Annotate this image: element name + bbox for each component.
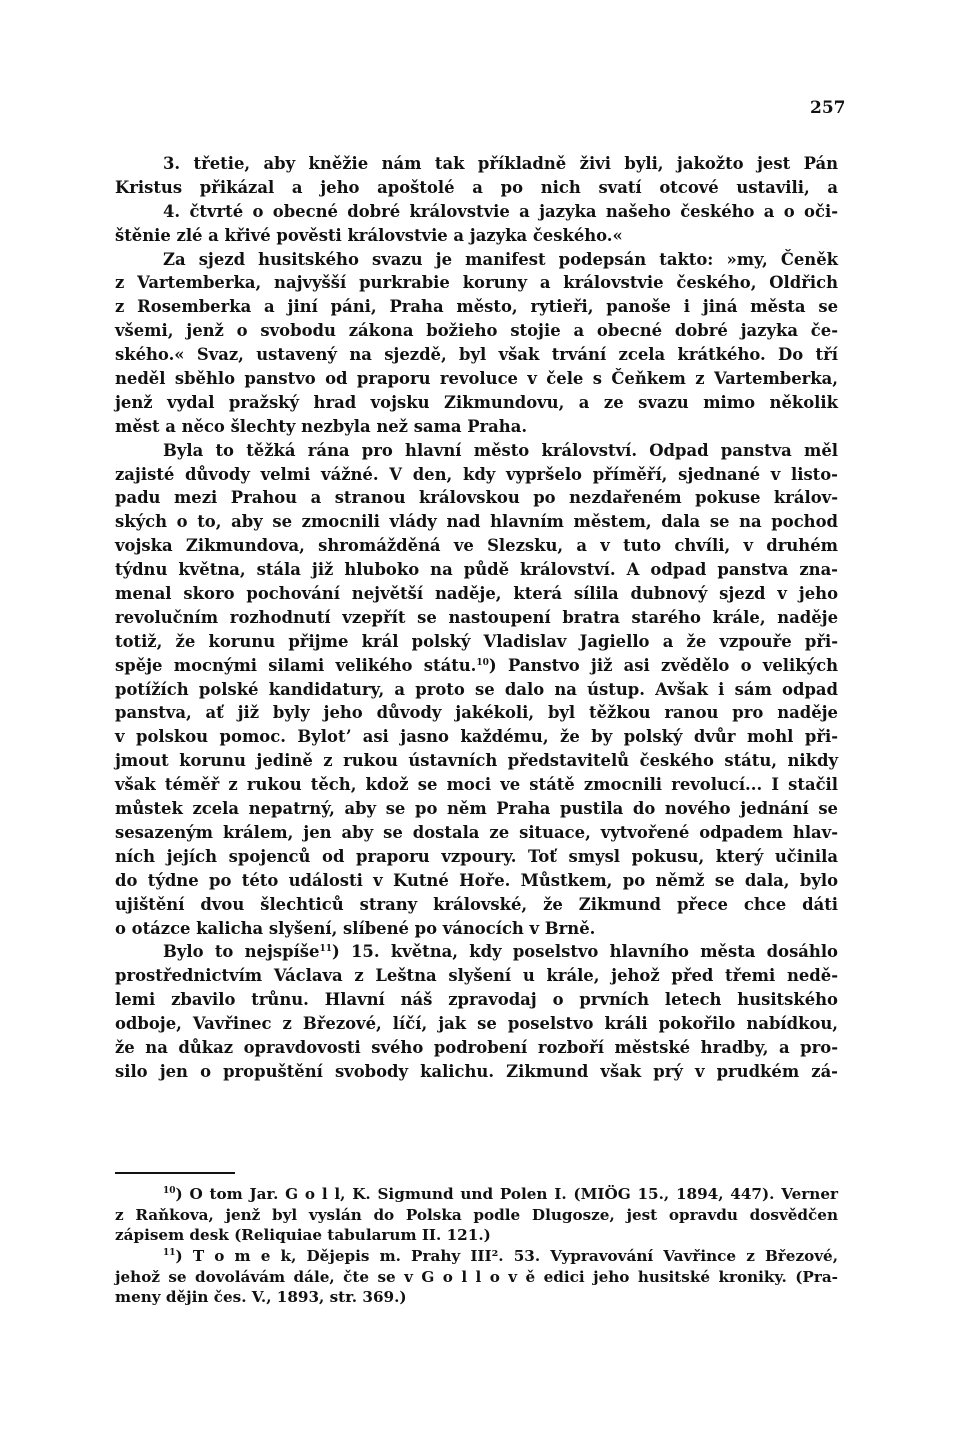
text-line xyxy=(115,1012,838,1036)
line-text-continued: ) 15. května, kdy poselstvo hlavního města dosáhlo xyxy=(331,942,838,962)
line-text: sesazeným králem, jen aby se dostala ze situace, vytvořené odpadem hlav- xyxy=(115,822,838,842)
body-text xyxy=(115,152,838,1084)
text-line xyxy=(115,176,838,200)
line-text: ských o to, aby se zmocnili vlády nad hlavním městem, dala se na pochod xyxy=(115,512,838,532)
footnote-line xyxy=(115,1267,838,1288)
text-line xyxy=(115,439,838,463)
footnote-line xyxy=(115,1246,838,1267)
footnote-rule xyxy=(115,1172,235,1174)
footnote-line xyxy=(115,1184,838,1205)
footnote-text: ) T o m e k, Dějepis m. Prahy III². 53. Vypravování Vavřince z Březové, xyxy=(175,1247,838,1266)
line-text: silo jen o propuštění svobody kalichu. Zikmund však prý v prudkém zá- xyxy=(115,1061,838,1081)
line-text: že na důkaz opravdovosti svého podrobení rozboří městské hradby, a pro- xyxy=(115,1037,838,1057)
footnote-line xyxy=(115,1287,838,1308)
text-line xyxy=(115,343,838,367)
text-line xyxy=(115,630,838,654)
text-line xyxy=(115,248,838,272)
line-text: Za sjezd husitského svazu je manifest podepsán takto: »my, Čeněk xyxy=(163,249,838,269)
line-text: Kristus přikázal a jeho apoštolé a po nich svatí otcové ustavili, a xyxy=(115,177,838,197)
text-line xyxy=(115,749,838,773)
text-line xyxy=(115,797,838,821)
text-line xyxy=(115,940,838,964)
line-text: ského.« Svaz, ustavený na sjezdě, byl však trvání zcela krátkého. Do tří xyxy=(115,345,838,365)
line-text: Byla to těžká rána pro hlavní město království. Odpad panstva měl xyxy=(163,440,838,460)
line-text: měst a něco šlechty nezbyla než sama Praha. xyxy=(115,416,528,436)
text-line xyxy=(115,391,838,415)
line-text: můstek zcela nepatrný, aby se po něm Praha pustila do nového jednání se xyxy=(115,799,838,819)
footnote-ref: 10 xyxy=(476,657,489,668)
text-line xyxy=(115,845,838,869)
line-text: ních jejích spojenců od praporu vzpoury. Toť smysl pokusu, který učinila xyxy=(115,846,838,866)
line-text: potížích polské kandidatury, a proto se dalo na ústup. Avšak i sám odpad xyxy=(115,679,838,699)
footnote-line xyxy=(115,1205,838,1226)
text-line xyxy=(115,486,838,510)
line-text: menal skoro pochování největší naděje, která sílila dubnový sjezd v jeho xyxy=(115,584,838,604)
text-line xyxy=(115,606,838,630)
footnote-text: z Raňkova, jenž byl vyslán do Polska podle Dlugosze, jest opravdu dosvědčen xyxy=(115,1205,838,1224)
text-line xyxy=(115,773,838,797)
footnote-text: jehož se dovolávám dále, čte se v G o l l o v ě edici jeho husitské kroniky. (Pra- xyxy=(115,1267,838,1286)
footnote-line xyxy=(115,1225,838,1246)
text-line xyxy=(115,415,838,439)
text-line xyxy=(115,701,838,725)
line-text: panstva, ať již byly jeho důvody jakékoli, byl těžkou ranou pro naděje xyxy=(115,703,838,723)
text-line xyxy=(115,1060,838,1084)
text-line xyxy=(115,295,838,319)
text-line xyxy=(115,319,838,343)
text-line xyxy=(115,678,838,702)
line-text: štěnie zlé a křivé pověsti královstvie a jazyka českého.« xyxy=(115,225,623,245)
text-line xyxy=(115,582,838,606)
line-text: všemi, jenž o svobodu zákona božieho stojie a obecné dobré jazyka če- xyxy=(115,321,838,341)
line-text: však téměř z rukou těch, kdož se moci ve státě zmocnili revolucí... I stačil xyxy=(115,775,838,795)
text-line xyxy=(115,224,838,248)
line-text: v polskou pomoc. Bylotʼ asi jasno každému, že by polský dvůr mohl při- xyxy=(115,727,838,747)
page-number: 257 xyxy=(810,98,846,118)
text-line xyxy=(115,463,838,487)
footnote-text: meny dějin čes. V., 1893, str. 369.) xyxy=(115,1288,407,1307)
line-text: jmout korunu jedině z rukou ústavních představitelů českého státu, nikdy xyxy=(115,751,838,771)
line-text: o otázce kalicha slyšení, slíbené po vánocích v Brně. xyxy=(115,918,596,938)
line-text: lemi zbavilo trůnu. Hlavní náš zpravodaj o prvních letech husitského xyxy=(115,990,838,1010)
line-text-continued: ) Panstvo již asi zvědělo o velikých xyxy=(488,655,838,675)
footnote-number: 11 xyxy=(163,1248,176,1259)
text-line xyxy=(115,367,838,391)
footnote-text: zápisem desk (Reliquiae tabularum II. 121.) xyxy=(115,1226,491,1245)
text-line xyxy=(115,988,838,1012)
text-line xyxy=(115,1036,838,1060)
line-text: zajisté důvody velmi vážné. V den, kdy vypršelo příměří, sjednané v listo- xyxy=(115,464,838,484)
line-text: týdnu května, stála již hluboko na půdě království. A odpad panstva zna- xyxy=(115,560,838,580)
text-line xyxy=(115,152,838,176)
line-text: Bylo to nejspíše xyxy=(163,942,320,962)
line-text: z Vartemberka, najvyšší purkrabie koruny a královstvie českého, Oldřich xyxy=(115,273,838,293)
text-line xyxy=(115,558,838,582)
text-line xyxy=(115,200,838,224)
footnote-number: 10 xyxy=(163,1186,176,1196)
line-text: vojska Zikmundova, shromážděná ve Slezsku, a v tuto chvíli, v druhém xyxy=(115,536,838,556)
line-text: spěje mocnými silami velikého státu. xyxy=(115,655,477,675)
line-text: do týdne po této události v Kutné Hoře. Můstkem, po němž se dala, bylo xyxy=(115,870,838,890)
line-text: 3. třetie, aby kněžie nám tak příkladně živi byli, jakožto jest Pán xyxy=(163,154,838,173)
text-line xyxy=(115,821,838,845)
line-text: neděl sběhlo panstvo od praporu revoluce v čele s Čeňkem z Vartemberka, xyxy=(115,369,838,389)
text-line xyxy=(115,654,838,678)
footnotes xyxy=(115,1184,838,1308)
line-text: z Rosemberka a jiní páni, Praha město, rytieři, panoše i jiná města se xyxy=(115,297,838,317)
text-line xyxy=(115,917,838,941)
line-text: revolučním rozhodnutí vzepřít se nastoupení bratra starého krále, naděje xyxy=(115,607,838,627)
line-text: jenž vydal pražský hrad vojsku Zikmundovu, a ze svazu mimo několik xyxy=(115,392,838,412)
text-line xyxy=(115,725,838,749)
line-text: odboje, Vavřinec z Březové, líčí, jak se poselstvo králi pokořilo nabídkou, xyxy=(115,1014,838,1034)
text-line xyxy=(115,869,838,893)
text-line xyxy=(115,271,838,295)
text-line xyxy=(115,964,838,988)
line-text: prostřednictvím Václava z Leštna slyšení u krále, jehož před třemi nedě- xyxy=(115,966,838,986)
text-line xyxy=(115,510,838,534)
footnote-ref: 11 xyxy=(319,944,332,955)
text-line xyxy=(115,893,838,917)
line-text: ujištění dvou šlechticů strany královské, že Zikmund přece chce dáti xyxy=(115,894,838,914)
line-text: totiž, že korunu přijme král polský Vladislav Jagiello a že vzpouře při- xyxy=(115,631,838,651)
text-line xyxy=(115,534,838,558)
footnote-text: ) O tom Jar. G o l l, K. Sigmund und Polen I. (MIÖG 15., 1894, 447). Verner xyxy=(175,1185,838,1203)
line-text: 4. čtvrté o obecné dobré královstvie a jazyka našeho českého a o oči- xyxy=(163,201,838,221)
line-text: padu mezi Prahou a stranou královskou po nezdařeném pokuse králov- xyxy=(115,488,838,508)
